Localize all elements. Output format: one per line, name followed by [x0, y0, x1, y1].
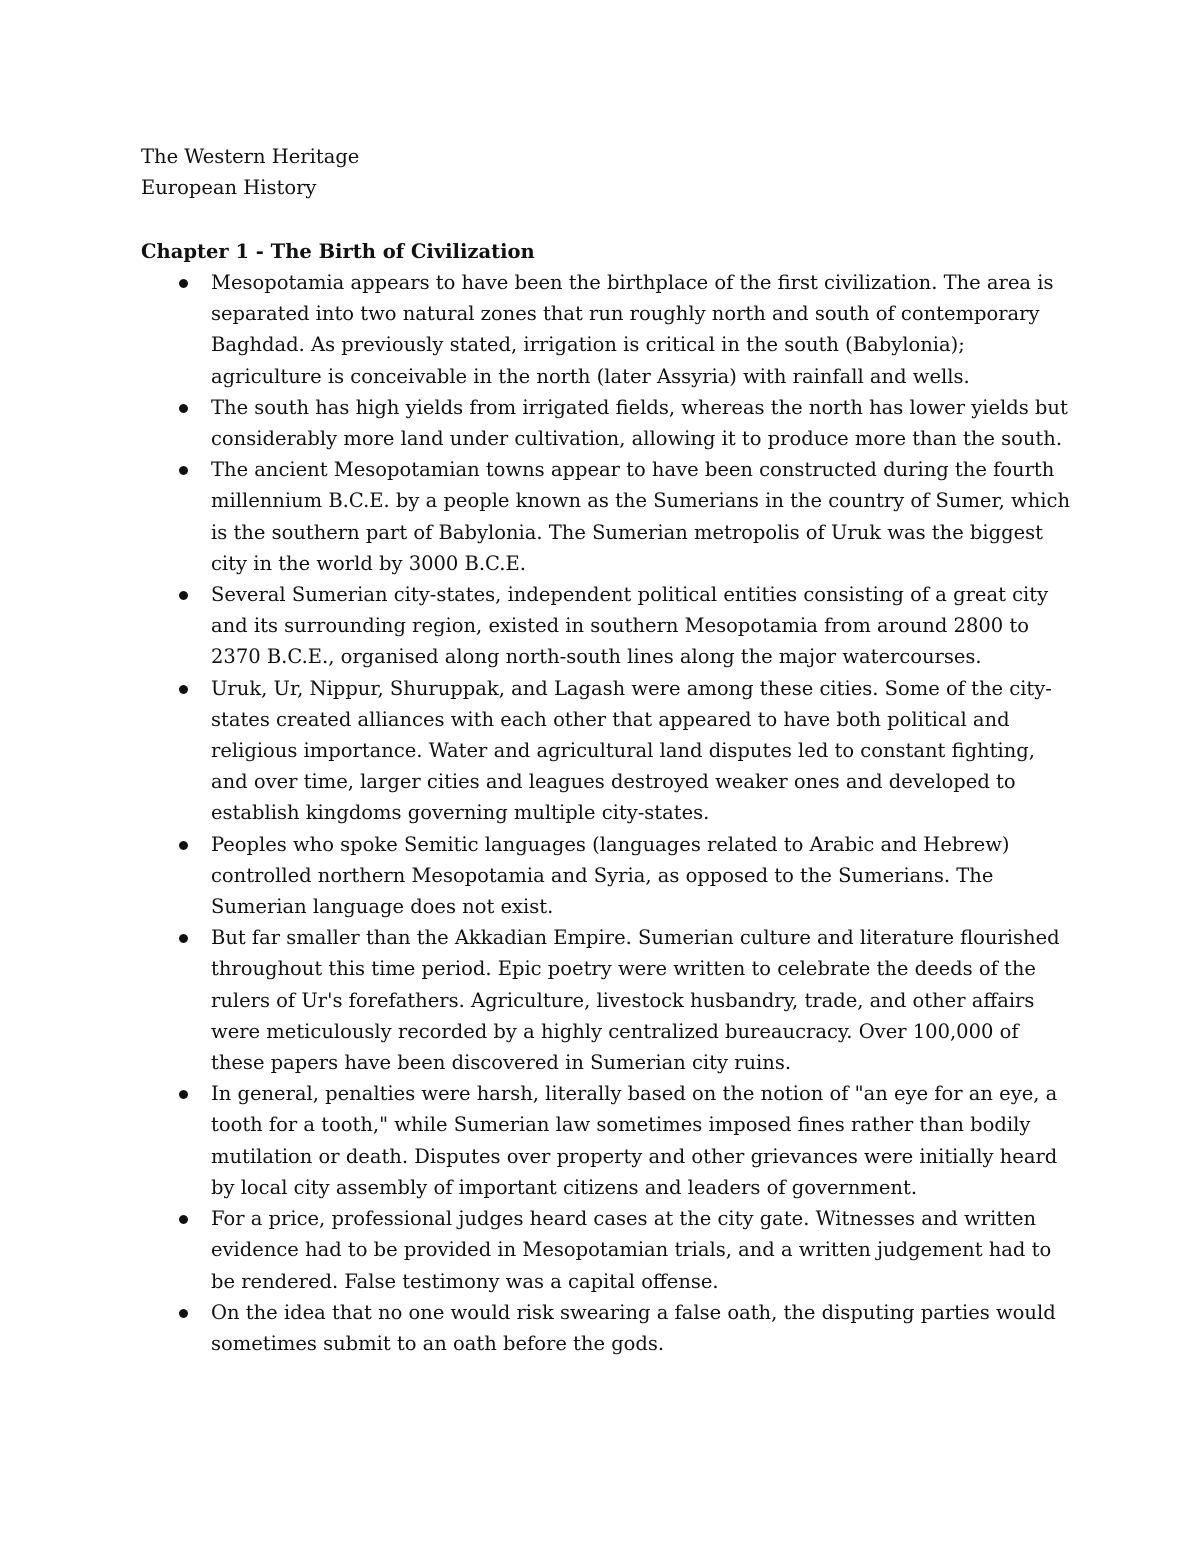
list-item-text: In general, penalties were harsh, literally based on the notion of "an eye for an eye, a tooth for a tooth," while Sumerian law sometimes imposed fines rather than bodily mutilation or death. Disputes over property and other grievances were initially heard by local city assembly of important citizens and leaders of government.: [211, 1082, 1058, 1199]
list-item: [141, 829, 1071, 923]
list-item: [141, 1297, 1071, 1359]
bullet-icon: [179, 1090, 188, 1099]
list-item: [141, 392, 1071, 454]
list-item: [141, 454, 1071, 579]
list-item: [141, 579, 1071, 673]
list-item: [141, 1078, 1071, 1203]
list-item-text: Uruk, Ur, Nippur, Shuruppak, and Lagash were among these cities. Some of the city-states created alliances with each other that appeared to have both political and religious importance. Water and agricultural land disputes led to constant fighting, and over time, larger cities and leagues destroyed weaker ones and developed to establish kingdoms governing multiple city-states.: [211, 676, 1052, 825]
list-item: [141, 673, 1071, 829]
bullet-icon: [179, 466, 188, 475]
list-item: [141, 922, 1071, 1078]
bullet-icon: [179, 934, 188, 943]
bullet-icon: [179, 841, 188, 850]
list-item-text: The ancient Mesopotamian towns appear to have been constructed during the fourth millennium B.C.E. by a people known as the Sumerians in the country of Sumer, which is the southern part of Babylonia. The Sumerian metropolis of Uruk was the biggest city in the world by 3000 B.C.E.: [211, 458, 1071, 575]
bullet-icon: [179, 1309, 188, 1318]
bullet-list: [141, 267, 1071, 1359]
bullet-icon: [179, 1215, 188, 1224]
bullet-icon: [179, 279, 188, 288]
book-title: The Western Heritage: [141, 145, 360, 168]
document-body: [141, 141, 1071, 1359]
list-item-text: Mesopotamia appears to have been the birthplace of the first civilization. The area is separated into two natural zones that run roughly north and south of contemporary Baghdad. As previously stated, irrigation is critical in the south (Babylonia); agriculture is conceivable in the north (later Assyria) with rainfall and wells.: [211, 271, 1054, 388]
list-item-text: On the idea that no one would risk swearing a false oath, the disputing parties would sometimes submit to an oath before the gods.: [211, 1300, 1056, 1355]
list-item-text: The south has high yields from irrigated fields, whereas the north has lower yields but considerably more land under cultivation, allowing it to produce more than the south.: [211, 395, 1068, 451]
list-item-text: But far smaller than the Akkadian Empire. Sumerian culture and literature flourished throughout this time period. Epic poetry were written to celebrate the deeds of the rulers of Ur's forefathers. Agriculture, livestock husbandry, trade, and other affairs were meticulously recorded by a highly centralized bureaucracy. Over 100,000 of these papers have been discovered in Sumerian city ruins.: [211, 926, 1060, 1075]
list-item-text: Several Sumerian city-states, independent political entities consisting of a great city and its surrounding region, existed in southern Mesopotamia from around 2800 to 2370 B.C.E., organised along north-south lines along the major watercourses.: [211, 583, 1049, 669]
book-subtitle: European History: [141, 176, 317, 199]
list-item: [141, 267, 1071, 392]
blank-line: [141, 203, 1071, 234]
bullet-icon: [179, 404, 188, 413]
list-item-text: Peoples who spoke Semitic languages (languages related to Arabic and Hebrew) controlled northern Mesopotamia and Syria, as opposed to the Sumerians. The Sumerian language does not exist.: [211, 832, 1010, 919]
list-item-text: For a price, professional judges heard cases at the city gate. Witnesses and written evidence had to be provided in Mesopotamian trials, and a written judgement had to be rendered. False testimony was a capital offense.: [211, 1207, 1052, 1293]
chapter-heading: Chapter 1 - The Birth of Civilization: [141, 240, 535, 263]
bullet-icon: [179, 685, 188, 694]
bullet-icon: [179, 591, 188, 600]
list-item: [141, 1203, 1071, 1297]
